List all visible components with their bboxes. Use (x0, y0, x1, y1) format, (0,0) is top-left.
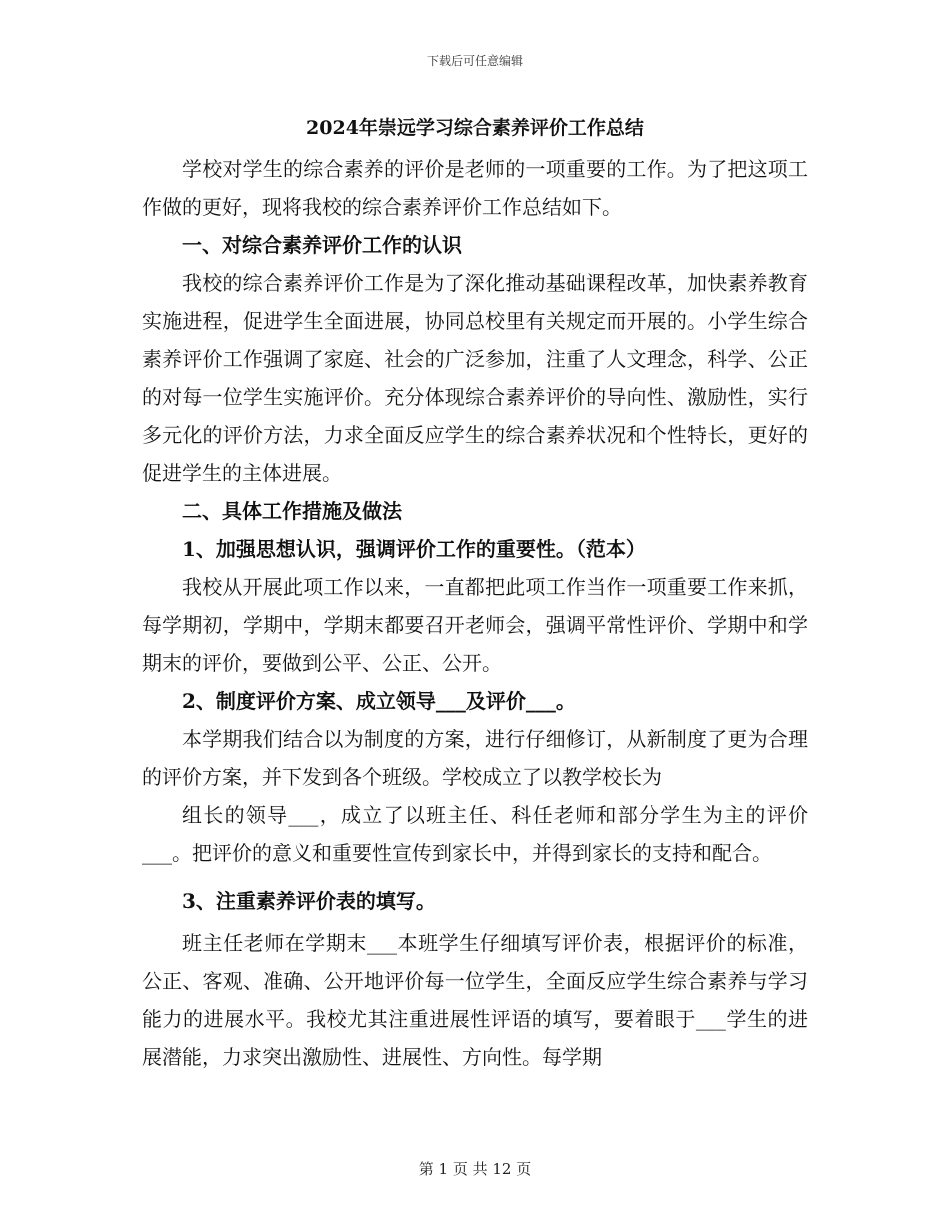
section1-heading: 一、对综合素养评价工作的认识 (182, 233, 462, 257)
document-title: 2024年崇远学习综合素养评价工作总结 (306, 117, 644, 139)
section1-paragraph: 我校的综合素养评价工作是为了深化推动基础课程改革，加快素养教育实施进程，促进学生全面进展，协同总校里有关规定而开展的。小学生综合素养评价工作强调了家庭、社会的广泛参加，注重了人文理念，科学、公正的对每一位学生实施评价。充分体现综合素养评价的导向性、激励性，实行多元化的评价方法，力求全面反应学生的综合素养状况和个性特长，更好的促进学生的主体进展。 (142, 271, 808, 485)
subsection1-paragraph: 我校从开展此项工作以来，一直都把此项工作当作一项重要工作来抓，每学期初，学期中，学期末都要召开老师会，强调平常性评价、学期中和学期末的评价，要做到公平、公正、公开。 (142, 575, 808, 675)
subsection3-paragraph: 班主任老师在学期末___本班学生仔细填写评价表，根据评价的标准，公正、客观、准确、公开地评价每一位学生，全面反应学生综合素养与学习能力的进展水平。我校尤其注重进展性评语的填写，要着眼于___学生的进展潜能，力求突出激励性、进展性、方向性。每学期 (142, 931, 808, 1069)
document-body (142, 114, 808, 1076)
subsection2-paragraph-b: 组长的领导___，成立了以班主任、科任老师和部分学生为主的评价___。把评价的意义和重要性宣传到家长中，并得到家长的支持和配合。 (142, 803, 808, 865)
page-footer: 第 1 页 共 12 页 (418, 1160, 532, 1178)
subsection3-heading: 3、注重素养评价表的填写。 (182, 889, 436, 913)
intro-paragraph: 学校对学生的综合素养的评价是老师的一项重要的工作。为了把这项工作做的更好，现将我校的综合素养评价工作总结如下。 (142, 157, 808, 219)
page-header: 下载后可任意编辑 (426, 54, 523, 68)
subsection1-heading: 1、加强思想认识，强调评价工作的重要性。（范本） (182, 537, 646, 561)
subsection2-paragraph-a: 本学期我们结合以为制度的方案，进行仔细修订，从新制度了更为合理的评价方案，并下发到各个班级。学校成立了以教学校长为 (142, 727, 808, 789)
subsection2-heading: 2、制度评价方案、成立领导___及评价___。 (182, 689, 576, 713)
section2-heading: 二、具体工作措施及做法 (182, 499, 402, 523)
